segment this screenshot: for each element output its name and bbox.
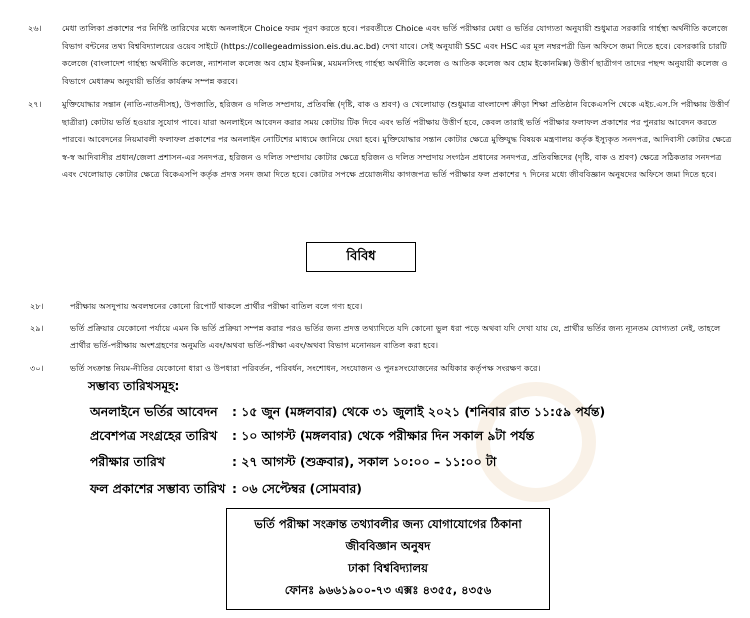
schedule-label: পরীক্ষার তারিখ	[90, 454, 165, 469]
schedule-row	[90, 454, 497, 474]
item-29	[30, 320, 732, 353]
contact-phone: ফোনঃ ৯৬৬১৯০০-৭৩ এক্সঃ ৪৩৫৫, ৪৩৫৬	[284, 583, 492, 597]
item-26	[28, 20, 732, 90]
section-heading-text: বিবিধ	[346, 248, 376, 264]
schedule-row	[90, 428, 535, 448]
item-text: ভর্তি প্রক্রিয়ার যেকোনো পর্যায়ে এমন কি ভর্তি প্রক্রিয়া সম্পন্ন করার পরও ভর্তির জন্য প্রদত্ত তথ্যাদিতে যদি কোনো ভুল ধরা পড়ে অথবা যদি দেখা যায় যে, প্রার্থীর ভর্তির জন্য ন্যূনতম যোগ্যতা নেই, তাহলে প্রার্থীর ভর্তি-পরীক্ষায় অংশগ্রহণের অনুমতি এবং/অথবা ভর্তি-পরীক্ষা এবং/অথবা বিভাগ মনোনয়ন বাতিল করা হবে।	[70, 323, 721, 350]
schedule-label: অনলাইনে ভর্তির আবেদন	[90, 404, 218, 419]
item-text: মেধা তালিকা প্রকাশের পর নির্দিষ্ট তারিখের মধ্যে অনলাইনে Choice ফরম পূরণ করতে হবে। পরবর্তীতে Choice এবং ভর্তি পরীক্ষার মেধা ও ভর্তির যোগ্যতা অনুযায়ী শুধুমাত্র সরকারি গার্হস্থ্য অর্থনীতি কলেজে বিভাগ বন্টনের তথ্য বিশ্ববিদ্যালয়ের ওয়েব সাইটে (https://collegeadmission.eis.du.ac.bd) দেখা যাবে। সেই অনুযায়ী SSC এবং HSC এর মূল নম্বরপত্রী ডিন অফিসে জমা দিতে হবে। বেসরকারি চারটি কলেজে (বাংলাদেশ গার্হস্থ্য অর্থনীতি কলেজ, ন্যাশনাল কলেজ অব হোম ইকনমিক্স, ময়মনসিংহ গার্হস্থ্য অর্থনীতি কলেজ ও আতিক কলেজ অব হোম ইকোনমিক্স) উত্তীর্ণ ছাত্রীগণ তাদের পছন্দ অনুযায়ী কলেজ ও বিভাগে মেধাক্রম অনুযায়ী ভর্তির কার্যক্রম সম্পন্ন করবে।	[62, 23, 728, 86]
schedule-value: : ২৭ আগস্ট (শুক্রবার), সকাল ১০:০০ – ১১:০০ টা	[232, 454, 497, 469]
item-27	[28, 96, 732, 184]
contact-box	[226, 508, 550, 610]
item-number: ২৭।	[28, 99, 42, 109]
item-number: ২৮।	[30, 301, 44, 311]
contact-university: ঢাকা বিশ্ববিদ্যালয়	[348, 561, 428, 575]
schedule-value: : ০৬ সেপ্টেম্বর (সোমবার)	[232, 481, 362, 496]
item-number: ৩০।	[30, 363, 44, 373]
item-text: মুক্তিযোদ্ধার সন্তান (নাতি-নাতনীসহ), উপজাতি, হরিজন ও দলিত সম্প্রদায়, প্রতিবন্ধি (দৃষ্টি, বাক ও শ্রবণ) ও খেলোয়াড় (শুধুমাত্র বাংলাদেশ ক্রীড়া শিক্ষা প্রতিষ্ঠান বিকেএসপি থেকে এইচ.এস.সি পরীক্ষায় উত্তীর্ণ ছাত্রীরা) কোটায় ভর্তি হওয়ার সুযোগ পাবে। যারা অনলাইনে আবেদন করার সময় কোটায় টিক দিবে এবং ভর্তি পরীক্ষায় উত্তীর্ণ হবে, কেবল তারাই ভর্তি পরীক্ষার ফলাফল প্রকাশের পর পুনরায় আবেদন করতে পারবে। আবেদনের নিয়মাবলী ফলাফল প্রকাশের পর অনলাইন নোটিশের মাধ্যমে জানিয়ে দেয়া হবে। মুক্তিযোদ্ধার সন্তান কোটার ক্ষেত্রে মুক্তিযুদ্ধ বিষয়ক মন্ত্রণালয় কর্তৃক ইস্যুকৃত সনদপত্র, আদিবাসী কোটার ক্ষেত্রে স্ব-স্ব আদিবাসীর প্রধান/জেলা প্রশাসন-এর সনদপত্র, হরিজন ও দলিত সম্প্রদায় কোটার ক্ষেত্রে হরিজন ও দলিত সম্প্রদায় সংগঠন প্রধানের সনদপত্র, প্রতিবন্ধিদের (দৃষ্টি, বাক ও শ্রবণ) ক্ষেত্রে সঠিকতার সনদপত্র এবং খেলোয়াড় কোটার ক্ষেত্রে বিকেএসপি কর্তৃক প্রদত্ত সনদ জমা দিতে হবে। কোটার সপক্ষে প্রয়োজনীয় কাগজপত্র ভর্তি পরীক্ষার ফল প্রকাশের ৭ দিনের মধ্যে জীববিজ্ঞান অনুষদের অফিসে জমা দিতে হবে।	[62, 99, 732, 179]
item-number: ২৯।	[30, 323, 44, 333]
contact-faculty: জীববিজ্ঞান অনুষদ	[345, 539, 431, 553]
item-text: পরীক্ষায় অসদুপায় অবলম্বনের কোনো রিপোর্ট থাকলে প্রার্থীর পরীক্ষা বাতিল বলে গণ্য হবে।	[70, 301, 363, 311]
schedule-label: ফল প্রকাশের সম্ভাব্য তারিখ	[90, 481, 226, 496]
contact-heading: ভর্তি পরীক্ষা সংক্রান্ত তথ্যাবলীর জন্য যোগাযোগের ঠিকানা	[254, 517, 522, 531]
schedule-value: : ১০ আগস্ট (মঙ্গলবার) থেকে পরীক্ষার দিন সকাল ৯টা পর্যন্ত	[232, 428, 535, 443]
item-number: ২৬।	[28, 23, 42, 33]
item-30	[30, 360, 732, 377]
schedule-value: : ১৫ জুন (মঙ্গলবার) থেকে ৩১ জুলাই ২০২১ (শনিবার রাত ১১:৫৯ পর্যন্ত)	[232, 404, 606, 419]
schedule-label: প্রবেশপত্র সংগ্রহের তারিখ	[90, 428, 218, 443]
schedule-title: সম্ভাব্য তারিখসমূহ:	[88, 379, 180, 393]
schedule-row	[90, 481, 362, 501]
section-heading	[306, 242, 416, 272]
schedule-row	[90, 404, 606, 424]
item-text: ভর্তি সংক্রান্ত নিয়ম-নীতির যেকোনো ধারা ও উপধারা পরিবর্তন, পরিবর্ধন, সংশোধন, সংযোজন ও পুনঃসংযোজনের অধিকার কর্তৃপক্ষ সংরক্ষণ করে।	[70, 363, 541, 373]
item-28	[30, 298, 732, 315]
